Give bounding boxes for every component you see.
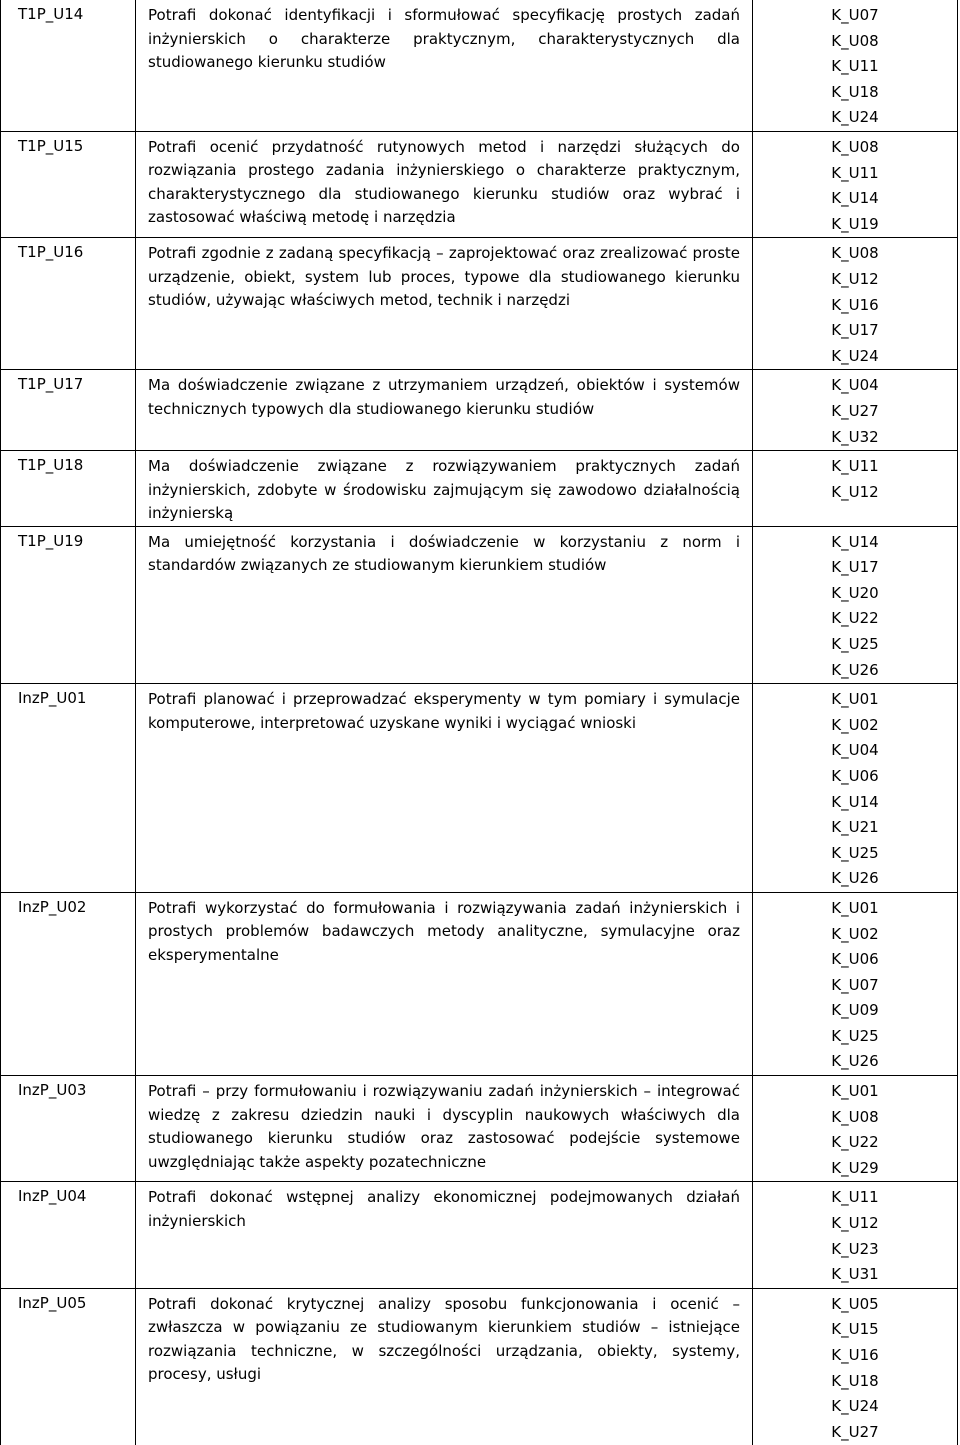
outcome-code: T1P_U14	[1, 0, 136, 131]
related-outcome-code: K_U12	[831, 1214, 879, 1233]
related-outcome-code: K_U27	[831, 401, 879, 420]
related-outcomes-cell	[753, 131, 958, 237]
related-outcome-code: K_U08	[831, 31, 879, 50]
related-outcome-code: K_U16	[831, 1346, 879, 1364]
related-outcome-code: K_U01	[831, 898, 879, 917]
related-outcome-code: K_U32	[831, 427, 879, 446]
outcome-description: Ma doświadczenie związane z rozwiązywaniem praktycznych zadań inżynierskich, zdobyte w środowisku zajmującym się zawodowo działalnością inżynierską	[136, 451, 753, 527]
outcome-code: T1P_U18	[1, 451, 136, 527]
outcome-description: Potrafi – przy formułowaniu i rozwiązywaniu zadań inżynierskich – integrować wiedzę z zakresu dziedzin nauki i dyscyplin naukowych właściwych dla studiowanego kierunku studiów oraz zastosować podejście systemowe uwzględniając także aspekty pozatechniczne	[136, 1076, 753, 1182]
outcome-code: InzP_U04	[1, 1182, 136, 1288]
outcome-description: Potrafi dokonać krytycznej analizy sposobu funkcjonowania i ocenić – zwłaszcza w powiązaniu ze studiowanym kierunkiem studiów – istniejące rozwiązania techniczne, w szczególności urządzania, obiekty, systemy, procesy, usługi	[136, 1288, 753, 1445]
related-outcomes-cell	[753, 1076, 958, 1182]
table-row	[1, 131, 958, 237]
related-outcome-code: K_U01	[831, 1082, 879, 1101]
related-outcome-code: K_U11	[831, 57, 879, 76]
related-outcome-code: K_U04	[831, 741, 879, 760]
related-outcome-code: K_U01	[831, 690, 879, 709]
related-outcome-code: K_U24	[831, 1397, 879, 1416]
related-outcomes-cell	[753, 0, 958, 131]
outcome-description: Potrafi wykorzystać do formułowania i rozwiązywania zadań inżynierskich i prostych problemów badawczych metody analityczne, symulacyjne oraz eksperymentalne	[136, 892, 753, 1075]
related-outcome-code: K_U25	[831, 1026, 879, 1045]
related-outcomes-cell	[753, 370, 958, 451]
related-outcomes-cell	[753, 526, 958, 684]
related-outcome-code: K_U07	[831, 6, 879, 24]
related-outcome-code: K_U11	[831, 1188, 879, 1207]
related-outcomes-cell	[753, 892, 958, 1075]
related-outcome-code: K_U26	[831, 1052, 879, 1071]
related-outcome-code: K_U05	[831, 1294, 879, 1313]
related-outcome-code: K_U16	[831, 295, 879, 314]
outcome-description: Ma doświadczenie związane z utrzymaniem urządzeń, obiektów i systemów technicznych typowych dla studiowanego kierunku studiów	[136, 370, 753, 451]
outcome-description: Potrafi planować i przeprowadzać eksperymenty w tym pomiary i symulacje komputerowe, interpretować uzyskane wyniki i wyciągać wnioski	[136, 684, 753, 893]
related-outcome-code: K_U17	[831, 558, 879, 577]
related-outcome-code: K_U12	[831, 269, 879, 288]
related-outcome-code: K_U14	[831, 532, 879, 551]
related-outcome-code: K_U25	[831, 843, 879, 862]
related-outcomes-cell	[753, 451, 958, 527]
table-row	[1, 1076, 958, 1182]
table-body	[1, 0, 958, 1445]
related-outcome-code: K_U20	[831, 583, 879, 602]
table-row	[1, 892, 958, 1075]
related-outcome-code: K_U15	[831, 1320, 879, 1339]
related-outcome-code: K_U14	[831, 189, 879, 208]
related-outcomes-cell	[753, 1288, 958, 1445]
table-row	[1, 526, 958, 684]
related-outcome-code: K_U12	[831, 482, 879, 501]
outcome-code: T1P_U17	[1, 370, 136, 451]
related-outcome-code: K_U07	[831, 975, 879, 994]
related-outcome-code: K_U09	[831, 1001, 879, 1020]
related-outcome-code: K_U31	[831, 1265, 879, 1284]
related-outcome-code: K_U11	[831, 457, 879, 476]
table-row	[1, 370, 958, 451]
related-outcome-code: K_U19	[831, 214, 879, 233]
related-outcome-code: K_U06	[831, 950, 879, 969]
outcome-code: InzP_U05	[1, 1288, 136, 1445]
related-outcome-code: K_U26	[831, 660, 879, 679]
related-outcome-code: K_U14	[831, 792, 879, 811]
related-outcome-code: K_U21	[831, 818, 879, 837]
related-outcomes-cell	[753, 684, 958, 893]
outcome-description: Potrafi dokonać identyfikacji i sformułować specyfikację prostych zadań inżynierskich o charakterze praktycznym, charakterystycznych dla studiowanego kierunku studiów	[136, 0, 753, 131]
related-outcome-code: K_U08	[831, 137, 879, 156]
related-outcome-code: K_U08	[831, 1107, 879, 1126]
table-row	[1, 684, 958, 893]
outcome-code: T1P_U16	[1, 238, 136, 370]
related-outcome-code: K_U08	[831, 244, 879, 263]
related-outcome-code: K_U27	[831, 1422, 879, 1441]
related-outcome-code: K_U22	[831, 609, 879, 628]
outcome-description: Potrafi zgodnie z zadaną specyfikacją – zaprojektować oraz zrealizować proste urządzenie, obiekt, system lub proces, typowe dla studiowanego kierunku studiów, używając właściwych metod, technik i narzędzi	[136, 238, 753, 370]
table-row	[1, 0, 958, 131]
related-outcome-code: K_U22	[831, 1133, 879, 1152]
related-outcome-code: K_U06	[831, 766, 879, 785]
related-outcome-code: K_U17	[831, 321, 879, 340]
related-outcome-code: K_U24	[831, 108, 879, 127]
outcome-code: InzP_U01	[1, 684, 136, 893]
outcome-description: Potrafi ocenić przydatność rutynowych metod i narzędzi służących do rozwiązania prostego zadania inżynierskiego o charakterze praktycznym, charakterystycznego dla studiowanego kierunku studiów oraz wybrać i zastosować właściwą metodę i narzędzia	[136, 131, 753, 237]
outcome-description: Potrafi dokonać wstępnej analizy ekonomicznej podejmowanych działań inżynierskich	[136, 1182, 753, 1288]
outcome-code: T1P_U15	[1, 131, 136, 237]
related-outcome-code: K_U02	[831, 924, 879, 943]
related-outcome-code: K_U25	[831, 634, 879, 653]
outcome-code: InzP_U03	[1, 1076, 136, 1182]
related-outcome-code: K_U18	[831, 82, 879, 101]
related-outcome-code: K_U29	[831, 1158, 879, 1177]
related-outcome-code: K_U02	[831, 715, 879, 734]
outcome-code: InzP_U02	[1, 892, 136, 1075]
table-row	[1, 451, 958, 527]
table-row	[1, 1182, 958, 1288]
related-outcome-code: K_U26	[831, 869, 879, 888]
related-outcomes-cell	[753, 1182, 958, 1288]
related-outcome-code: K_U23	[831, 1239, 879, 1258]
outcome-code: T1P_U19	[1, 526, 136, 684]
related-outcome-code: K_U04	[831, 376, 879, 395]
table-row	[1, 238, 958, 370]
related-outcome-code: K_U24	[831, 346, 879, 365]
outcome-description: Ma umiejętność korzystania i doświadczenie w korzystaniu z norm i standardów związanych ze studiowanym kierunkiem studiów	[136, 526, 753, 684]
related-outcome-code: K_U11	[831, 163, 879, 182]
related-outcome-code: K_U18	[831, 1371, 879, 1390]
related-outcomes-cell	[753, 238, 958, 370]
table-row	[1, 1288, 958, 1445]
